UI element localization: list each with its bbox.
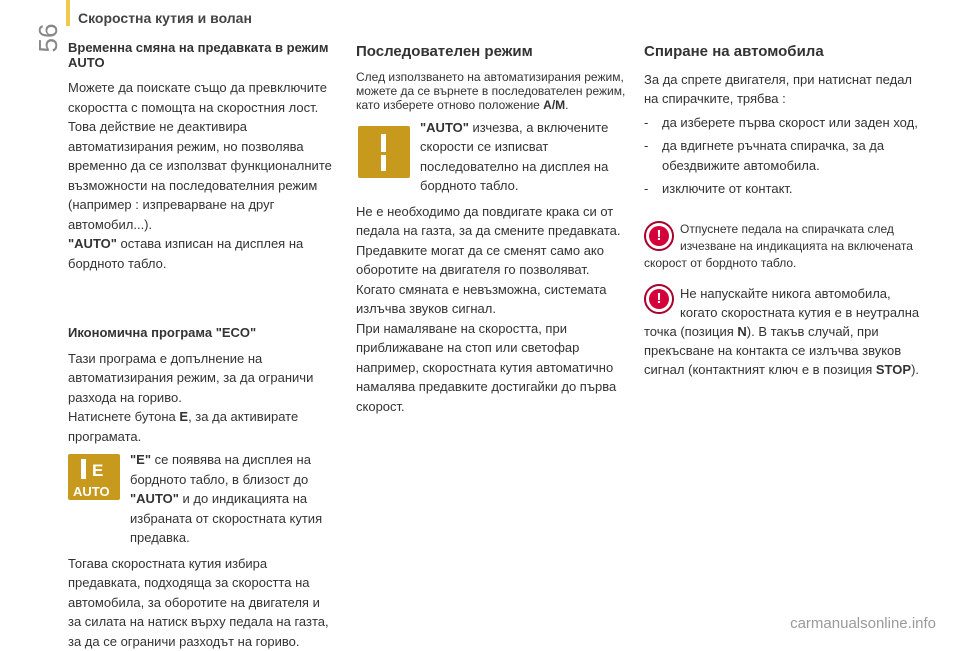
header-title: Скоростна кутия и волан	[78, 10, 252, 26]
sequential-p2: Предавките могат да се сменят само ако оборотите на двигателя го позволяват.	[356, 241, 626, 280]
intro-suffix: .	[565, 98, 568, 112]
warn2-key-n: N	[737, 324, 746, 339]
list-item	[644, 136, 924, 175]
sequential-heading: Последователен режим	[356, 42, 626, 62]
auto-text: изчезва, а включените скорости се изписват последователно на дисплея на бордното табло.	[420, 120, 608, 194]
column-right	[644, 40, 924, 379]
list-dash: -	[644, 179, 662, 199]
intro-key: A/M	[543, 98, 565, 112]
column-middle	[356, 40, 626, 416]
auto-label: "AUTO"	[68, 236, 117, 251]
e-label: "E"	[130, 452, 151, 467]
auto-letters-icon: AUTO	[73, 482, 110, 502]
eco-paragraph-2	[68, 407, 333, 446]
eco-p2-suffix: , за да активирате програмата.	[68, 409, 298, 444]
warning-text-1: Отпуснете педала на спирачката след изчезване на индикацията на включената скорост от бордното табло.	[644, 221, 924, 272]
warning-icon	[644, 284, 674, 314]
sequential-p1: Не е необходимо да повдигате крака си от педала на газта, за да смените предавката.	[356, 202, 626, 241]
stopping-list	[644, 113, 924, 199]
eco-final-paragraph: Тогава скоростната кутия избира предавката, подходяща за скоростта на автомобила, за оборотите на двигателя и за силата на натиск върху педала на газта, за да се ограничи разходът на гориво.	[68, 554, 333, 651]
eco-p2-key: E	[179, 409, 188, 424]
temp-paragraph-text: Можете да поискате също да превключите скоростта с помощта на скоростния лост. Това действие не деактивира автоматизирания режим, но позволява временно да се използват функционалните възможности на последователния режим (например : изпреварване на друг автомобил...).	[68, 80, 332, 232]
e-description	[130, 450, 333, 548]
warning-block-1	[644, 221, 924, 272]
e-auto-label: "AUTO"	[130, 491, 179, 506]
eco-heading: Икономична програма "ECO"	[68, 323, 333, 343]
e-text: се появява на дисплея на бордното табло, в близост до	[130, 452, 311, 487]
gear-e-auto-icon	[68, 454, 120, 500]
warning-mark: !	[649, 226, 669, 246]
list-dash: -	[644, 113, 662, 133]
e-auto-icon-block	[68, 450, 333, 548]
list-item	[644, 113, 924, 133]
warning-mark: !	[649, 289, 669, 309]
watermark: carmanualsonline.info	[790, 615, 936, 632]
intro-prefix: След използването на автоматизирания режим, можете да се върнете в последователен режим, като изберете отново положение	[356, 70, 625, 112]
temp-paragraph	[68, 78, 333, 273]
eco-p2-prefix: Натиснете бутона	[68, 409, 179, 424]
warning-text-2	[644, 284, 924, 379]
auto-suffix: остава изписан на дисплея на бордното табло.	[68, 236, 303, 271]
auto-label-2: "AUTO"	[420, 120, 469, 135]
column-left	[68, 40, 333, 651]
warn2-mid: ). В такъв случай, при прекъсване на контакта се излъчва звуков сигнал (контактният ключ е в позиция	[644, 324, 901, 377]
header-accent-bar	[66, 0, 70, 26]
list-item-text: изключите от контакт.	[662, 179, 793, 199]
stopping-intro: За да спрете двигателя, при натиснат педал на спирачките, трябва :	[644, 70, 924, 109]
gear-bar-bottom-icon	[381, 155, 386, 171]
e-text-2: и до индикацията на избраната от скоростната кутия предавка.	[130, 491, 322, 545]
warn2-prefix: Не напускайте никога автомобила, когато скоростната кутия е в неутрална точка (позиция	[644, 286, 919, 339]
warning-block-2	[644, 284, 924, 379]
auto-disappears-text	[420, 118, 626, 196]
sequential-p4: При намаляване на скоростта, при приближаване на стоп или светофар например, скоростната кутия автоматично намалява предавките достигайки до първа скорост.	[356, 319, 626, 417]
list-item-text: да вдигнете ръчната спирачка, за да обездвижите автомобила.	[662, 136, 924, 175]
list-item	[644, 179, 924, 199]
gear-bar-top-icon	[381, 134, 386, 152]
warn2-suffix: ).	[911, 362, 919, 377]
page-number: 56	[28, 18, 68, 58]
list-item-text: да изберете първа скорост или заден ход,	[662, 113, 918, 133]
sequential-intro	[356, 70, 626, 112]
sequential-p3: Когато смяната е невъзможна, системата излъчва звуков сигнал.	[356, 280, 626, 319]
warn2-key-stop: STOP	[876, 362, 911, 377]
warning-icon	[644, 221, 674, 251]
stopping-heading: Спиране на автомобила	[644, 42, 924, 62]
gear-indicator-icon	[358, 126, 410, 178]
e-letter-icon: E	[92, 461, 103, 481]
list-dash: -	[644, 136, 662, 175]
eco-paragraph-1: Тази програма е допълнение на автоматизирания режим, за да ограничи разхода на гориво.	[68, 349, 333, 408]
temp-heading: Временна смяна на предавката в режим AUTO	[68, 40, 333, 70]
sequential-icon-block	[358, 118, 626, 196]
gear-bar-icon	[81, 459, 86, 479]
